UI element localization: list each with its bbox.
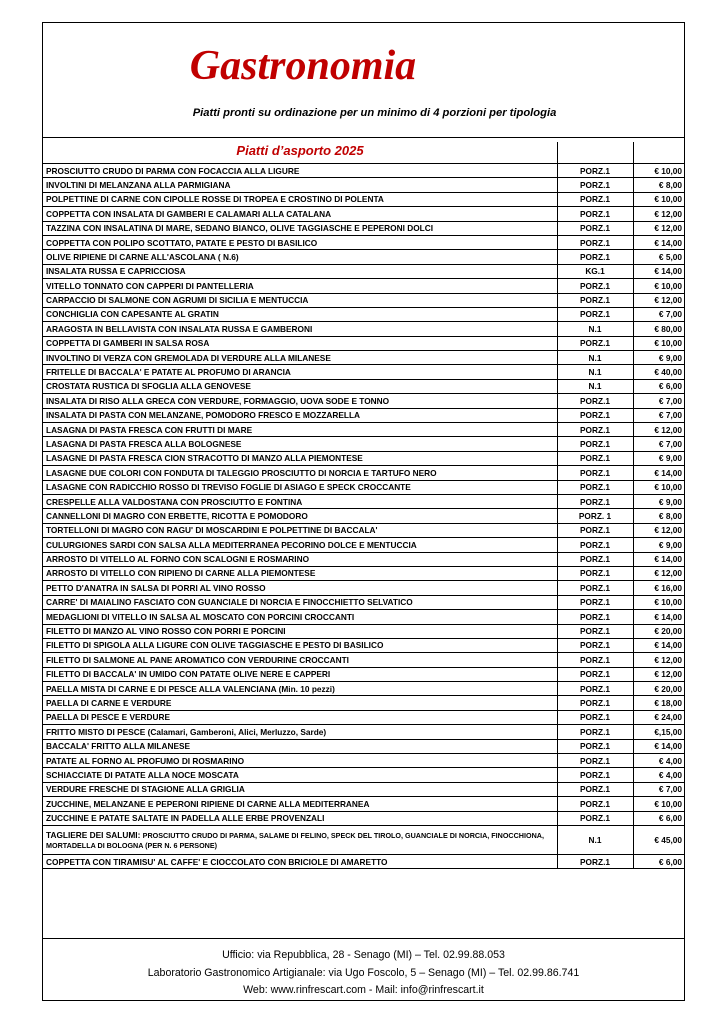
dish-name-text: INSALATA DI PASTA CON MELANZANE, POMODORO FRESCO E MOZZARELLA: [46, 410, 361, 421]
dish-unit: PORZ.1: [557, 739, 633, 753]
dish-name: [43, 451, 557, 465]
dish-name: [43, 192, 557, 206]
dish-name-text: PAELLA MISTA DI CARNE E DI PESCE ALLA VALENCIANA (Min. 10 pezzi): [46, 683, 335, 694]
dish-price: € 14,00: [633, 638, 684, 652]
dish-price: € 12,00: [633, 653, 684, 667]
table-row: [43, 768, 684, 782]
dish-price: € 9,00: [633, 494, 684, 508]
dish-unit: PORZ.1: [557, 307, 633, 321]
table-row: [43, 351, 684, 365]
table-row: [43, 322, 684, 336]
footer-divider: [43, 938, 684, 939]
dish-price: € 7,00: [633, 394, 684, 408]
dish-name-text: ARROSTO DI VITELLO CON RIPIENO DI CARNE ALLA PIEMONTESE: [46, 568, 316, 579]
dish-unit: PORZ.1: [557, 538, 633, 552]
dish-price: € 12,00: [633, 667, 684, 681]
table-row: [43, 235, 684, 249]
table-row: [43, 538, 684, 552]
dish-name-text: CARPACCIO DI SALMONE CON AGRUMI DI SICILIA E MENTUCCIA: [46, 295, 309, 306]
dish-unit: PORZ.1: [557, 566, 633, 580]
dish-unit: PORZ.1: [557, 480, 633, 494]
dish-price: € 80,00: [633, 322, 684, 336]
dish-name: [43, 825, 557, 854]
dish-unit: PORZ.1: [557, 710, 633, 724]
menu-sheet: [42, 22, 685, 1001]
dish-price: € 6,00: [633, 379, 684, 393]
table-row: [43, 207, 684, 221]
dish-name: [43, 279, 557, 293]
dish-name-text: PAELLA DI CARNE E VERDURE: [46, 698, 172, 708]
table-row: [43, 192, 684, 206]
dish-name: [43, 638, 557, 652]
dish-price: € 9,00: [633, 451, 684, 465]
dish-unit: PORZ.1: [557, 423, 633, 437]
dish-name: [43, 250, 557, 264]
dish-unit: PORZ.1: [557, 279, 633, 293]
dish-name: [43, 754, 557, 768]
dish-name-text: POLPETTINE DI CARNE CON CIPOLLE ROSSE DI TROPEA E CROSTINO DI POLENTA: [46, 194, 384, 205]
dish-unit: N.1: [557, 379, 633, 393]
dish-name-text: INSALATA DI RISO ALLA GRECA CON VERDURE, FORMAGGIO, UOVA SODE E TONNO: [46, 395, 390, 406]
dish-unit: PORZ.1: [557, 523, 633, 537]
dish-name: [43, 782, 557, 796]
dish-unit: PORZ.1: [557, 595, 633, 609]
dish-price: €,15,00: [633, 725, 684, 739]
dish-price: € 6,00: [633, 811, 684, 825]
table-row: [43, 638, 684, 652]
dish-name: [43, 336, 557, 350]
dish-name-text: VERDURE FRESCHE DI STAGIONE ALLA GRIGLIA: [46, 784, 245, 795]
footer-office: Ufficio: via Repubblica, 28 - Senago (MI) – Tel. 02.99.88.053: [222, 949, 505, 961]
page-subtitle: Piatti pronti su ordinazione per un minimo di 4 porzioni per tipologia: [192, 107, 557, 119]
table-row: [43, 782, 684, 796]
table-row: [43, 610, 684, 624]
dish-name-text: CONCHIGLIA CON CAPESANTE AL GRATIN: [46, 309, 219, 320]
dish-price: € 16,00: [633, 581, 684, 595]
dish-name-text: PAELLA DI PESCE E VERDURE: [46, 712, 171, 723]
dish-name: [43, 351, 557, 365]
dish-name-text: COPPETTA DI GAMBERI IN SALSA ROSA: [46, 338, 210, 349]
menu-rows: [43, 164, 684, 869]
dish-name: [43, 581, 557, 595]
dish-unit: PORZ.1: [557, 250, 633, 264]
dish-name-text: COPPETTA CON TIRAMISU' AL CAFFE' E CIOCCOLATO CON BRICIOLE DI AMARETTO: [46, 856, 388, 867]
table-row: [43, 811, 684, 825]
dish-name: [43, 264, 557, 278]
dish-price: € 9,00: [633, 538, 684, 552]
dish-name-text: INSALATA RUSSA E CAPRICCIOSA: [46, 266, 186, 277]
dish-price: € 7,00: [633, 408, 684, 422]
dish-name: [43, 566, 557, 580]
table-row: [43, 307, 684, 321]
dish-unit: PORZ.1: [557, 164, 633, 178]
dish-unit: PORZ.1: [557, 768, 633, 782]
dish-name-text: COPPETTA CON POLIPO SCOTTATO, PATATE E PESTO DI BASILICO: [46, 237, 318, 248]
dish-unit: PORZ.1: [557, 408, 633, 422]
dish-name-text: LASAGNE DI PASTA FRESCA CION STRACOTTO DI MANZO ALLA PIEMONTESE: [46, 453, 363, 464]
table-row: [43, 825, 684, 854]
table-row: [43, 581, 684, 595]
dish-price: € 10,00: [633, 595, 684, 609]
dish-name: [43, 523, 557, 537]
table-row: [43, 437, 684, 451]
dish-price: € 7,00: [633, 307, 684, 321]
dish-name-text: SCHIACCIATE DI PATATE ALLA NOCE MOSCATA: [46, 769, 239, 780]
dish-name-text: ZUCCHINE, MELANZANE E PEPERONI RIPIENE DI CARNE ALLA MEDITERRANEA: [46, 798, 370, 809]
table-row: [43, 250, 684, 264]
section-title: Piatti d’asporto 2025: [236, 143, 364, 158]
dish-price: € 40,00: [633, 365, 684, 379]
dish-price: € 7,00: [633, 782, 684, 796]
dish-name-text: CARRE' DI MAIALINO FASCIATO CON GUANCIALE DI NORCIA E FINOCCHIETTO SELVATICO: [46, 597, 413, 608]
table-row: [43, 696, 684, 710]
dish-unit: PORZ.1: [557, 610, 633, 624]
dish-price: € 8,00: [633, 178, 684, 192]
dish-price: € 10,00: [633, 192, 684, 206]
dish-price: € 14,00: [633, 610, 684, 624]
dish-price: € 12,00: [633, 566, 684, 580]
table-row: [43, 408, 684, 422]
footer-web: Web: www.rinfrescart.com - Mail: info@rinfrescart.it: [243, 984, 484, 996]
dish-name: [43, 725, 557, 739]
dish-name-text: CRESPELLE ALLA VALDOSTANA CON PROSCIUTTO E FONTINA: [46, 496, 303, 507]
dish-name: [43, 379, 557, 393]
dish-name: [43, 293, 557, 307]
footer-lab: Laboratorio Gastronomico Artigianale: via Ugo Foscolo, 5 – Senago (MI) – Tel. 02.99.86.741: [147, 966, 580, 979]
dish-unit: PORZ.1: [557, 552, 633, 566]
dish-unit: PORZ.1: [557, 466, 633, 480]
table-row: [43, 653, 684, 667]
dish-name: [43, 710, 557, 724]
dish-name-text: ZUCCHINE E PATATE SALTATE IN PADELLA ALLE ERBE PROVENZALI: [46, 813, 325, 824]
table-row: [43, 423, 684, 437]
dish-name: [43, 509, 557, 523]
dish-price: € 20,00: [633, 624, 684, 638]
table-row: [43, 523, 684, 537]
dish-price: € 45,00: [633, 825, 684, 854]
dish-name: [43, 466, 557, 480]
dish-unit: N.1: [557, 825, 633, 854]
footer: [43, 947, 684, 1000]
dish-unit: PORZ.1: [557, 667, 633, 681]
dish-price: € 8,00: [633, 509, 684, 523]
dish-name-text: INVOLTINI DI MELANZANA ALLA PARMIGIANA: [46, 179, 231, 190]
dish-name: [43, 365, 557, 379]
dish-price: € 4,00: [633, 754, 684, 768]
dish-price: € 10,00: [633, 797, 684, 811]
dish-name-text: MEDAGLIONI DI VITELLO IN SALSA AL MOSCATO CON PORCINI CROCCANTI: [46, 611, 355, 622]
dish-name-text: ARAGOSTA IN BELLAVISTA CON INSALATA RUSSA E GAMBERONI: [46, 323, 313, 334]
table-row: [43, 854, 684, 868]
dish-price: € 10,00: [633, 164, 684, 178]
dish-name-text: TAZZINA CON INSALATINA DI MARE, SEDANO BIANCO, OLIVE TAGGIASCHE E PEPERONI DOLCI: [46, 223, 434, 234]
table-row: [43, 509, 684, 523]
dish-name: [43, 437, 557, 451]
dish-unit: PORZ.1: [557, 207, 633, 221]
table-row: [43, 682, 684, 696]
dish-name-text: LASAGNA DI PASTA FRESCA CON FRUTTI DI MARE: [46, 424, 253, 435]
dish-price: € 6,00: [633, 854, 684, 868]
dish-name: [43, 178, 557, 192]
dish-name-text: VITELLO TONNATO CON CAPPERI DI PANTELLERIA: [46, 280, 254, 291]
dish-price: € 24,00: [633, 710, 684, 724]
dish-name-text: LASAGNE DUE COLORI CON FONDUTA DI TALEGGIO PROSCIUTTO DI NORCIA E TARTUFO NERO: [46, 467, 437, 478]
dish-price: € 10,00: [633, 480, 684, 494]
dish-name-text: CULURGIONES SARDI CON SALSA ALLA MEDITERRANEA PECORINO DOLCE E MENTUCCIA: [46, 539, 417, 550]
dish-unit: PORZ.1: [557, 437, 633, 451]
table-row: [43, 178, 684, 192]
dish-name-text: FILETTO DI SPIGOLA ALLA LIGURE CON OLIVE TAGGIASCHE E PESTO DI BASILICO: [46, 640, 384, 651]
dish-name: [43, 394, 557, 408]
dish-price: € 10,00: [633, 336, 684, 350]
dish-unit: PORZ.1: [557, 811, 633, 825]
dish-price: € 12,00: [633, 423, 684, 437]
dish-price: € 12,00: [633, 523, 684, 537]
dish-unit: KG.1: [557, 264, 633, 278]
dish-unit: PORZ.1: [557, 494, 633, 508]
table-row: [43, 566, 684, 580]
dish-unit: PORZ.1: [557, 696, 633, 710]
table-row: [43, 221, 684, 235]
dish-name: [43, 811, 557, 825]
dish-unit: PORZ.1: [557, 336, 633, 350]
table-row: [43, 739, 684, 753]
dish-name-text: FRITELLE DI BACCALA' E PATATE AL PROFUMO DI ARANCIA: [46, 367, 291, 378]
dish-unit: PORZ.1: [557, 293, 633, 307]
dish-unit: PORZ.1: [557, 451, 633, 465]
dish-name: [43, 768, 557, 782]
dish-name: [43, 423, 557, 437]
dish-unit: PORZ.1: [557, 178, 633, 192]
table-row: [43, 336, 684, 350]
table-row: [43, 494, 684, 508]
dish-name: [43, 595, 557, 609]
dish-price: € 18,00: [633, 696, 684, 710]
dish-name: [43, 494, 557, 508]
dish-name-text: LASAGNA DI PASTA FRESCA ALLA BOLOGNESE: [46, 438, 242, 449]
dish-name: [43, 235, 557, 249]
dish-price: € 14,00: [633, 264, 684, 278]
dish-name: [43, 610, 557, 624]
dish-name: [43, 322, 557, 336]
dish-name-text: CANNELLONI DI MAGRO CON ERBETTE, RICOTTA E POMODORO: [46, 510, 308, 521]
dish-price: € 12,00: [633, 221, 684, 235]
table-row: [43, 379, 684, 393]
table-row: [43, 725, 684, 739]
table-row: [43, 279, 684, 293]
dish-unit: PORZ. 1: [557, 509, 633, 523]
dish-price: € 14,00: [633, 235, 684, 249]
dish-unit: PORZ.1: [557, 581, 633, 595]
dish-price: € 7,00: [633, 437, 684, 451]
dish-price: € 4,00: [633, 768, 684, 782]
dish-price: € 5,00: [633, 250, 684, 264]
dish-unit: PORZ.1: [557, 653, 633, 667]
section-header: [43, 137, 684, 163]
dish-unit: N.1: [557, 322, 633, 336]
table-row: [43, 365, 684, 379]
dish-unit: N.1: [557, 365, 633, 379]
table-row: [43, 451, 684, 465]
dish-unit: PORZ.1: [557, 394, 633, 408]
dish-unit: PORZ.1: [557, 725, 633, 739]
table-row: [43, 667, 684, 681]
page-title: Gastronomia: [189, 43, 417, 89]
dish-detail-text: PROSCIUTTO CRUDO DI PARMA, SALAME DI FELINO, SPECK DEL TIROLO, GUANCIALE DI NORCIA, FINOCCHIONA, MORTADELLA DI BOLOGNA (PER N. 6 PERSONE): [46, 830, 544, 850]
dish-name-text: PATATE AL FORNO AL PROFUMO DI ROSMARINO: [46, 755, 245, 766]
price-column-header: [633, 142, 684, 164]
dish-name: [43, 854, 557, 868]
table-row: [43, 710, 684, 724]
dish-name: [43, 207, 557, 221]
dish-name: [43, 221, 557, 235]
dish-name: [43, 480, 557, 494]
table-row: [43, 394, 684, 408]
table-row: [43, 552, 684, 566]
dish-price: € 14,00: [633, 466, 684, 480]
dish-unit: PORZ.1: [557, 624, 633, 638]
dish-name-text: TORTELLONI DI MAGRO CON RAGU' DI MOSCARDINI E POLPETTINE DI BACCALA': [46, 525, 378, 536]
dish-name-text: FILETTO DI SALMONE AL PANE AROMATICO CON VERDURINE CROCCANTI: [46, 654, 349, 665]
dish-price: € 9,00: [633, 351, 684, 365]
dish-name: [43, 696, 557, 710]
dish-name: [43, 307, 557, 321]
dish-name-text: COPPETTA CON INSALATA DI GAMBERI E CALAMARI ALLA CATALANA: [46, 208, 332, 219]
table-row: [43, 466, 684, 480]
dish-price: € 20,00: [633, 682, 684, 696]
table-row: [43, 754, 684, 768]
dish-unit: PORZ.1: [557, 754, 633, 768]
dish-name: [43, 667, 557, 681]
dish-name-text: ARROSTO DI VITELLO AL FORNO CON SCALOGNI E ROSMARINO: [46, 554, 310, 565]
menu-table: [43, 163, 684, 869]
table-row: [43, 624, 684, 638]
dish-name-text: PETTO D'ANATRA IN SALSA DI PORRI AL VINO ROSSO: [46, 582, 266, 593]
dish-name-text: CROSTATA RUSTICA DI SFOGLIA ALLA GENOVESE: [46, 381, 251, 392]
dish-unit: N.1: [557, 351, 633, 365]
dish-price: € 12,00: [633, 207, 684, 221]
dish-name: [43, 797, 557, 811]
dish-name-text: TAGLIERE DEI SALUMI:: [46, 829, 141, 840]
dish-name: [43, 739, 557, 753]
dish-unit: PORZ.1: [557, 192, 633, 206]
dish-price: € 10,00: [633, 279, 684, 293]
table-row: [43, 293, 684, 307]
dish-name-text: FILETTO DI MANZO AL VINO ROSSO CON PORRI E PORCINI: [46, 626, 286, 637]
dish-price: € 12,00: [633, 293, 684, 307]
table-row: [43, 164, 684, 178]
dish-unit: PORZ.1: [557, 797, 633, 811]
dish-name-text: FRITTO MISTO DI PESCE (Calamari, Gamberoni, Alici, Merluzzo, Sarde): [46, 726, 327, 737]
table-row: [43, 797, 684, 811]
dish-unit: PORZ.1: [557, 638, 633, 652]
dish-name-text: PROSCIUTTO CRUDO DI PARMA CON FOCACCIA ALLA LIGURE: [46, 165, 300, 176]
dish-name: [43, 653, 557, 667]
table-row: [43, 264, 684, 278]
dish-name-text: LASAGNE CON RADICCHIO ROSSO DI TREVISO FOGLIE DI ASIAGO E SPECK CROCCANTE: [46, 482, 411, 493]
dish-name-text: FILETTO DI BACCALA' IN UMIDO CON PATATE OLIVE NERE E CAPPERI: [46, 669, 331, 680]
table-row: [43, 595, 684, 609]
unit-column-header: [557, 142, 633, 164]
dish-unit: PORZ.1: [557, 854, 633, 868]
table-row: [43, 480, 684, 494]
dish-price: € 14,00: [633, 739, 684, 753]
dish-name: [43, 624, 557, 638]
dish-name: [43, 408, 557, 422]
dish-unit: PORZ.1: [557, 782, 633, 796]
dish-unit: PORZ.1: [557, 235, 633, 249]
dish-unit: PORZ.1: [557, 221, 633, 235]
dish-name: [43, 682, 557, 696]
dish-price: € 14,00: [633, 552, 684, 566]
dish-unit: PORZ.1: [557, 682, 633, 696]
dish-name: [43, 552, 557, 566]
dish-name-text: INVOLTINO DI VERZA CON GREMOLADA DI VERDURE ALLA MILANESE: [46, 352, 331, 363]
dish-name: [43, 164, 557, 178]
dish-name-text: OLIVE RIPIENE DI CARNE ALL'ASCOLANA ( N.6): [46, 251, 239, 262]
dish-name-text: BACCALA' FRITTO ALLA MILANESE: [46, 741, 191, 752]
dish-name: [43, 538, 557, 552]
